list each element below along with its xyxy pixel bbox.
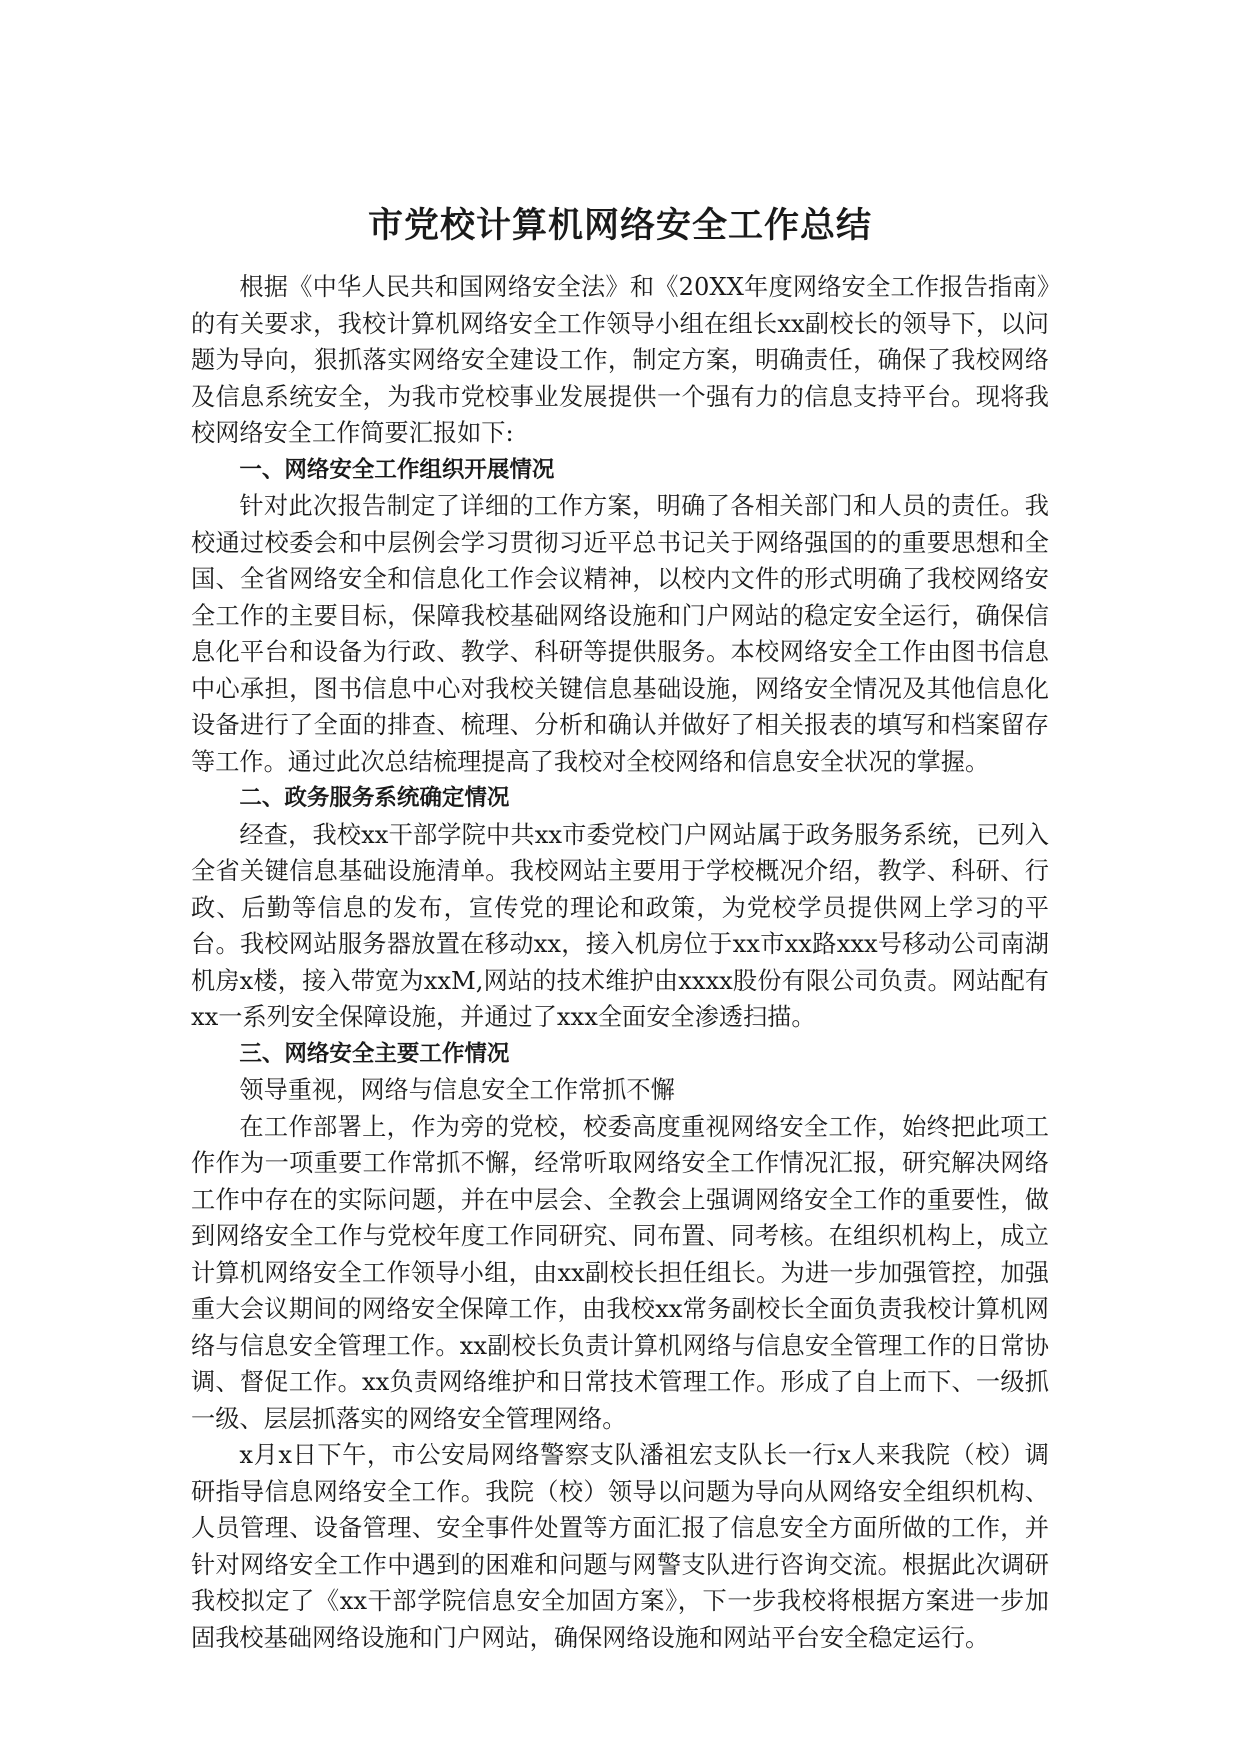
section-3-paragraph-1: 在工作部署上，作为旁的党校，校委高度重视网络安全工作，始终把此项工作作为一项重要工作常抓不懈，经常听取网络安全工作情况汇报，研究解决网络工作中存在的实际问题，并在中层会、全教会上强调网络安全工作的重要性，做到网络安全工作与党校年度工作同研究、同布置、同考核。在组织机构上，成立计算机网络安全工作领导小组，由xx副校长担任组长。为进一步加强管控，加强重大会议期间的网络安全保障工作，由我校xx常务副校长全面负责我校计算机网络与信息安全管理工作。xx副校长负责计算机网络与信息安全管理工作的日常协调、督促工作。xx负责网络维护和日常技术管理工作。形成了自上而下、一级抓一级、层层抓落实的网络安全管理网络。: [191, 1112, 1049, 1433]
section-2-paragraph: 经查，我校xx干部学院中共xx市委党校门户网站属于政务服务系统，已列入全省关键信息基础设施清单。我校网站主要用于学校概况介绍，教学、科研、行政、后勤等信息的发布，宣传党的理论和政策，为党校学员提供网上学习的平台。我校网站服务器放置在移动xx，接入机房位于xx市xx路xxx号移动公司南湖机房x楼，接入带宽为xxM,网站的技术维护由xxxx股份有限公司负责。网站配有xx一系列安全保障设施，并通过了xxx全面安全渗透扫描。: [191, 820, 1049, 1031]
section-3-paragraph-2: x月x日下午，市公安局网络警察支队潘祖宏支队长一行x人来我院（校）调研指导信息网络安全工作。我院（校）领导以问题为导向从网络安全组织机构、人员管理、设备管理、安全事件处置等方面汇报了信息安全方面所做的工作，并针对网络安全工作中遇到的困难和问题与网警支队进行咨询交流。根据此次调研我校拟定了《xx干部学院信息安全加固方案》，下一步我校将根据方案进一步加固我校基础网络设施和门户网站，确保网络设施和网站平台安全稳定运行。: [191, 1441, 1049, 1652]
intro-paragraph: 根据《中华人民共和国网络安全法》和《20XX年度网络安全工作报告指南》的有关要求，我校计算机网络安全工作领导小组在组长xx副校长的领导下，以问题为导向，狠抓落实网络安全建设工作，制定方案，明确责任，确保了我校网络及信息系统安全，为我市党校事业发展提供一个强有力的信息支持平台。现将我校网络安全工作简要汇报如下:: [191, 273, 1049, 447]
section-3-subheading: 领导重视，网络与信息安全工作常抓不懈: [239, 1076, 675, 1104]
document-title: 市党校计算机网络安全工作总结: [367, 206, 872, 246]
section-2-heading: 二、政务服务系统确定情况: [239, 785, 510, 811]
section-1-heading: 一、网络安全工作组织开展情况: [239, 456, 555, 483]
document-page: [191, 200, 1049, 1656]
section-3-heading: 三、网络安全主要工作情况: [239, 1040, 510, 1067]
section-1-paragraph: 针对此次报告制定了详细的工作方案，明确了各相关部门和人员的责任。我校通过校委会和中层例会学习贯彻习近平总书记关于网络强国的的重要思想和全国、全省网络安全和信息化工作会议精神，以校内文件的形式明确了我校网络安全工作的主要目标，保障我校基础网络设施和门户网站的稳定安全运行，确保信息化平台和设备为行政、教学、科研等提供服务。本校网络安全工作由图书信息中心承担，图书信息中心对我校关键信息基础设施，网络安全情况及其他信息化设备进行了全面的排查、梳理、分析和确认并做好了相关报表的填写和档案留存等工作。通过此次总结梳理提高了我校对全校网络和信息安全状况的掌握。: [191, 492, 1049, 776]
